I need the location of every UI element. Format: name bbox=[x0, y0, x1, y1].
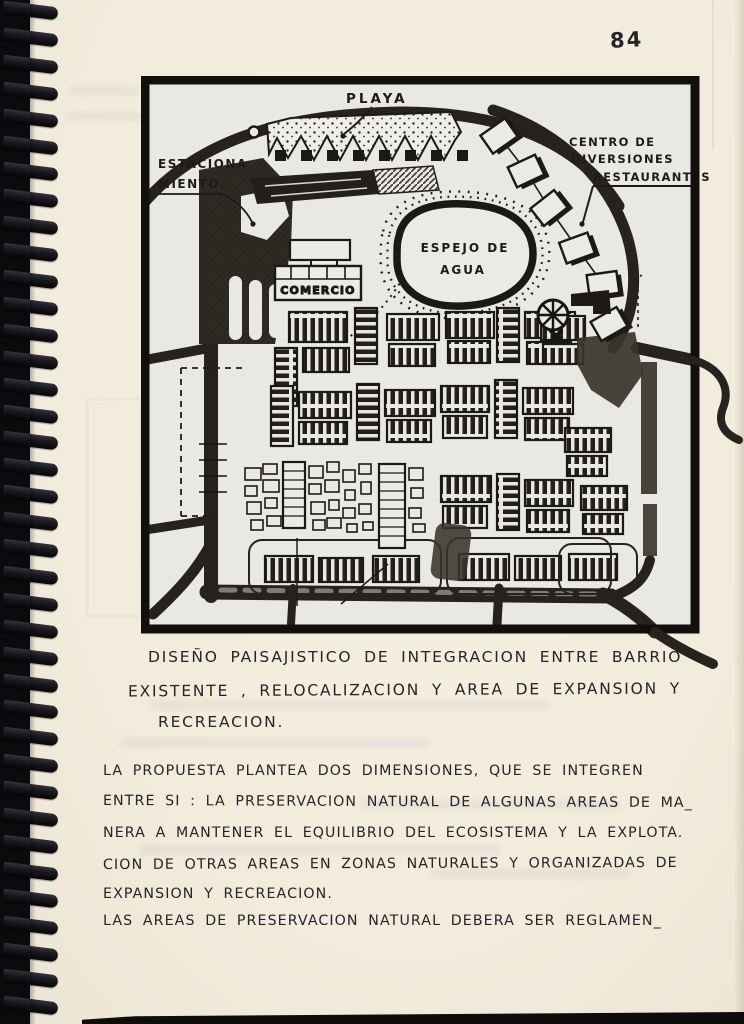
housing-block bbox=[523, 388, 573, 414]
housing-block bbox=[373, 556, 419, 582]
housing-block bbox=[443, 416, 487, 438]
housing-block bbox=[355, 308, 377, 364]
page-number: 84 bbox=[609, 27, 644, 53]
beach-square bbox=[275, 150, 286, 161]
housing-block bbox=[289, 312, 347, 342]
map-road-strip bbox=[641, 362, 657, 494]
dark-plaza bbox=[430, 522, 473, 582]
body-line-6: LAS AREAS DE PRESERVACION NATURAL DEBERA SER REGLAMEN_ bbox=[103, 913, 662, 929]
housing-block bbox=[387, 314, 439, 340]
map-label-estacionamiento-2: MIENTO. bbox=[158, 177, 226, 191]
body-line-5: EXPANSION Y RECREACION. bbox=[103, 886, 333, 902]
beach-square bbox=[457, 150, 468, 161]
housing-block bbox=[319, 558, 363, 582]
map-label-centro-3: RESTAURANTES bbox=[593, 170, 711, 184]
bleed-through-artifact bbox=[140, 845, 500, 855]
housing-block bbox=[387, 420, 431, 442]
housing-block bbox=[299, 392, 351, 418]
housing-block bbox=[567, 456, 607, 476]
housing-block bbox=[569, 554, 617, 580]
housing-block bbox=[271, 386, 293, 446]
beach-square bbox=[379, 150, 390, 161]
housing-block bbox=[441, 476, 491, 502]
caption-line-2: EXISTENTE , RELOCALIZACION Y AREA DE EXPANSION Y bbox=[127, 679, 682, 701]
housing-block bbox=[385, 390, 435, 416]
paper-edge-shadow bbox=[30, 0, 36, 1024]
map-label-comercio: COMERCIO bbox=[280, 284, 356, 297]
map-label-estacionamiento-1: ESTACIONA bbox=[158, 157, 248, 171]
body-line-4: CION DE OTRAS AREAS EN ZONAS NATURALES Y ORGANIZADAS DE bbox=[102, 854, 678, 874]
housing-block bbox=[265, 556, 313, 582]
page-edge-shade bbox=[734, 0, 744, 1024]
body-line-3: NERA A MANTENER EL EQUILIBRIO DEL ECOSISTEMA Y LA EXPLOTA. bbox=[103, 825, 684, 841]
beach-marker-circle bbox=[249, 127, 260, 138]
housing-block bbox=[389, 344, 435, 366]
body-line-2: ENTRE SI : LA PRESERVACION NATURAL DE ALGUNAS AREAS DE MA_ bbox=[102, 792, 693, 812]
map-label-espejo-1: ESPEJO DE bbox=[420, 241, 510, 255]
housing-block bbox=[497, 308, 519, 362]
next-page-edge bbox=[82, 1012, 744, 1024]
caption-line-1: DISEÑO PAISAJISTICO DE INTEGRACION ENTRE BARRIO bbox=[148, 648, 683, 666]
housing-block bbox=[497, 474, 519, 530]
bleed-through-artifact bbox=[150, 700, 550, 710]
bleed-through-artifact bbox=[120, 738, 430, 748]
housing-block bbox=[441, 386, 489, 412]
beach-square bbox=[431, 150, 442, 161]
housing-block bbox=[357, 384, 379, 440]
housing-block bbox=[446, 312, 494, 338]
bleed-through-artifact bbox=[70, 86, 140, 95]
bleed-through-artifact bbox=[86, 398, 142, 617]
beach-square bbox=[405, 150, 416, 161]
housing-block bbox=[525, 418, 569, 440]
housing-block bbox=[495, 380, 517, 438]
bleed-through-artifact bbox=[66, 112, 144, 121]
map-label-centro-1: CENTRO DE bbox=[569, 135, 656, 149]
beach-square bbox=[301, 150, 312, 161]
body-line-1: LA PROPUESTA PLANTEA DOS DIMENSIONES, QUE SE INTEGREN bbox=[103, 763, 644, 779]
map-label-playa: PLAYA bbox=[346, 91, 408, 107]
housing-block bbox=[527, 510, 569, 532]
housing-block bbox=[581, 486, 627, 510]
paper-crease bbox=[712, 0, 714, 150]
map-label-espejo-2: AGUA bbox=[440, 263, 486, 277]
beach-square bbox=[353, 150, 364, 161]
housing-block bbox=[583, 514, 623, 534]
housing-block bbox=[303, 348, 349, 372]
caption-line-3: RECREACION. bbox=[158, 713, 285, 731]
map-label-centro-2: DIVERSIONES bbox=[571, 152, 674, 166]
site-plan-map bbox=[141, 76, 744, 676]
housing-block bbox=[525, 480, 573, 506]
housing-block bbox=[565, 428, 611, 452]
beach-square bbox=[327, 150, 338, 161]
housing-block bbox=[448, 341, 490, 363]
barrio-ladder-building bbox=[283, 462, 305, 528]
ferris-wheel-icon bbox=[538, 300, 568, 330]
map-road-strip bbox=[643, 504, 657, 556]
housing-block bbox=[515, 556, 561, 580]
housing-block bbox=[299, 422, 347, 444]
